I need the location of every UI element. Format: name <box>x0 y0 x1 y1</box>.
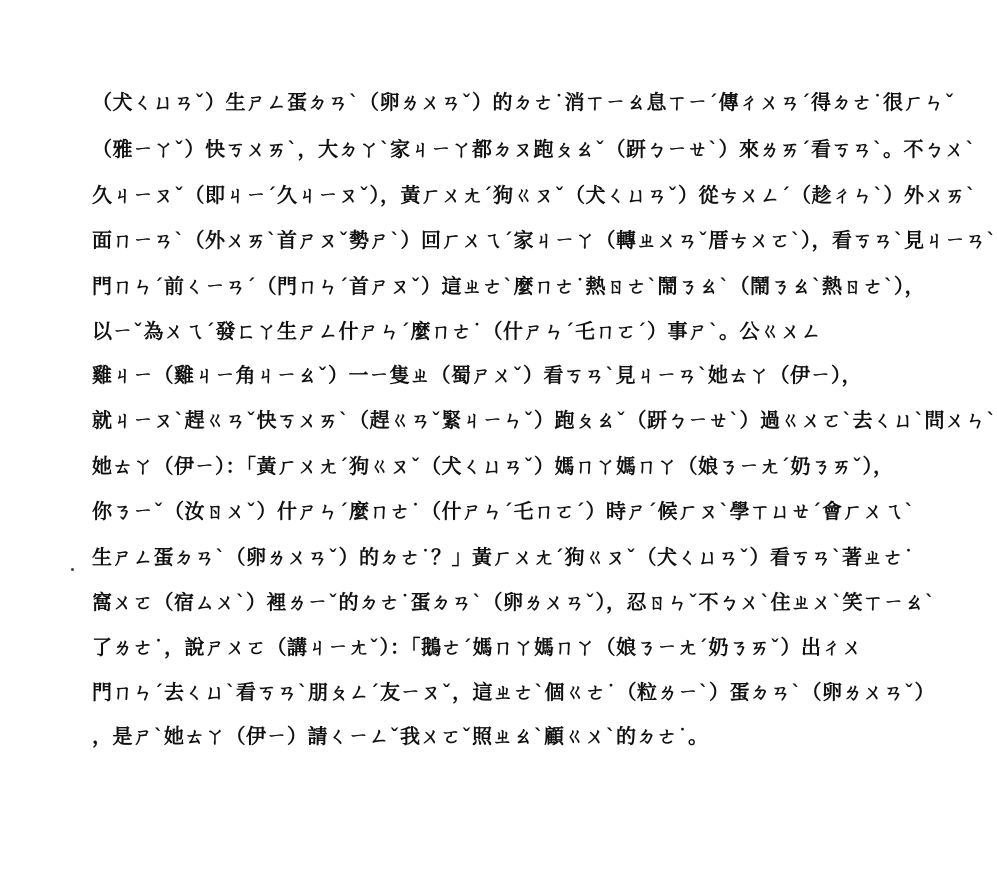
text-line <box>92 82 955 122</box>
text-line <box>92 491 915 531</box>
text-line <box>92 537 914 577</box>
line-text: 面ㄇㄧㄢˋ（外ㄨㄞˋ首ㄕㄡˇ勢ㄕˋ）回ㄏㄨㄟˊ家ㄐㄧㄚ（轉ㄓㄨㄢˇ厝ㄘㄨㄛˋ），看ㄎㄢˋ見ㄐㄧㄢˋ <box>92 228 997 252</box>
text-line <box>92 446 894 486</box>
text-line <box>92 627 863 667</box>
line-text: 你ㄋㄧˇ（汝ㄖㄨˇ）什ㄕㄣˊ麼ㄇㄜ˙（什ㄕㄣˊ乇ㄇㄛˊ）時ㄕˊ候ㄏㄡˋ學ㄒㄩㄝˊ會ㄏㄨㄟˋ <box>92 499 915 523</box>
line-text: 門ㄇㄣˊ前ㄑㄧㄢˊ（門ㄇㄣˊ首ㄕㄡˇ）這ㄓㄜˋ麼ㄇㄜ˙熱ㄖㄜˋ鬧ㄋㄠˋ（鬧ㄋㄠˋ熱ㄖㄜˋ）， <box>92 274 925 298</box>
text-line <box>92 672 935 712</box>
text-line <box>92 716 709 756</box>
line-text: 門ㄇㄣˊ去ㄑㄩˋ看ㄎㄢˋ朋ㄆㄥˊ友ㄧㄡˇ，這ㄓㄜˋ個ㄍㄜ˙（粒ㄌㄧˋ）蛋ㄉㄢˋ（卵ㄌㄨㄢˇ） <box>92 680 935 704</box>
text-line <box>92 400 997 440</box>
text-line <box>92 129 976 169</box>
line-text: 窩ㄨㄛ（宿ㄙㄨˋ）裡ㄌㄧˇ的ㄉㄜ˙蛋ㄉㄢˋ（卵ㄌㄨㄢˇ），忍ㄖㄣˇ不ㄅㄨˋ住ㄓㄨˋ笑ㄒㄧㄠˋ <box>92 590 935 614</box>
line-text: 了ㄌㄜ˙，說ㄕㄨㄛ（講ㄐㄧㄤˇ）：「鵝ㄜˊ媽ㄇㄚ媽ㄇㄚ（娘ㄋㄧㄤˊ奶ㄋㄞˇ）出ㄔㄨ <box>92 635 863 659</box>
text-line <box>92 220 997 260</box>
line-text: 雞ㄐㄧ（雞ㄐㄧ角ㄐㄧㄠˇ）一ㄧ隻ㄓ（蜀ㄕㄨˇ）看ㄎㄢˋ見ㄐㄧㄢˋ她ㄊㄚ（伊ㄧ）， <box>92 363 862 387</box>
text-line <box>92 582 935 622</box>
line-text: （犬ㄑㄩㄢˇ）生ㄕㄥ蛋ㄉㄢˋ（卵ㄌㄨㄢˇ）的ㄉㄜ˙消ㄒㄧㄠ息ㄒㄧˊ傳ㄔㄨㄢˊ得ㄉㄜ˙很ㄏㄣˇ <box>92 90 955 114</box>
scan-speck <box>71 568 74 571</box>
line-text: 她ㄊㄚ（伊ㄧ）：「黃ㄏㄨㄤˊ狗ㄍㄡˇ（犬ㄑㄩㄢˇ）媽ㄇㄚ媽ㄇㄚ（娘ㄋㄧㄤˊ奶ㄋㄞˇ）， <box>92 454 894 478</box>
text-line <box>92 175 976 215</box>
line-text: （雅ㄧㄚˇ）快ㄎㄨㄞˋ，大ㄉㄚˋ家ㄐㄧㄚ都ㄉㄡ跑ㄆㄠˇ（趼ㄅㄧㄝˋ）來ㄌㄞˊ看ㄎㄢˋ。不ㄅㄨˋ <box>92 137 976 161</box>
text-line <box>92 266 925 306</box>
line-text: 生ㄕㄥ蛋ㄉㄢˋ（卵ㄌㄨㄢˇ）的ㄉㄜ˙？」黃ㄏㄨㄤˊ狗ㄍㄡˇ（犬ㄑㄩㄢˇ）看ㄎㄢˋ著ㄓㄜ˙ <box>92 545 914 569</box>
text-line <box>92 311 822 351</box>
line-text: 就ㄐㄧㄡˋ趕ㄍㄢˇ快ㄎㄨㄞˋ（趕ㄍㄢˇ緊ㄐㄧㄣˇ）跑ㄆㄠˇ（趼ㄅㄧㄝˋ）過ㄍㄨㄛˋ去ㄑㄩˋ問ㄨㄣˋ <box>92 408 997 432</box>
line-text: 久ㄐㄧㄡˇ（即ㄐㄧˊ久ㄐㄧㄡˇ），黃ㄏㄨㄤˊ狗ㄍㄡˇ（犬ㄑㄩㄢˇ）從ㄘㄨㄥˊ（趁ㄔㄣˋ）外ㄨㄞˋ <box>92 183 976 207</box>
line-text: 以ㄧˇ為ㄨㄟˊ發ㄈㄚ生ㄕㄥ什ㄕㄣˊ麼ㄇㄜ˙（什ㄕㄣˊ乇ㄇㄛˊ）事ㄕˋ。公ㄍㄨㄥ <box>92 319 822 343</box>
text-line <box>92 355 862 395</box>
line-text: ，是ㄕˋ她ㄊㄚ（伊ㄧ）請ㄑㄧㄥˇ我ㄨㄛˇ照ㄓㄠˋ顧ㄍㄨˋ的ㄉㄜ˙。 <box>92 724 709 748</box>
